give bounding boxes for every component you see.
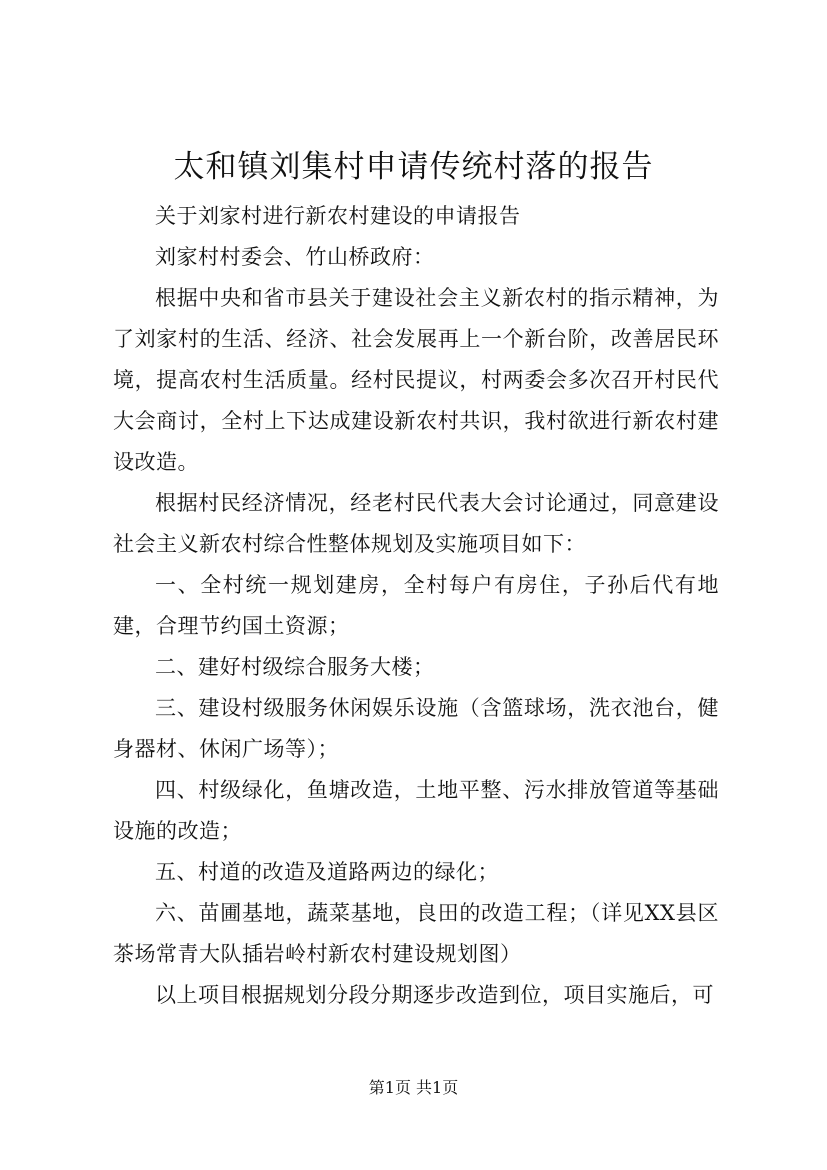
- paragraph-conclusion: 以上项目根据规划分段分期逐步改造到位，项目实施后，可: [155, 983, 714, 1007]
- page-number: 第1页 共1页: [368, 1078, 459, 1097]
- list-item-one: 一、全村统一规划建房，全村每户有房住，子孙后代有地建，合理节约国土资源；: [113, 573, 719, 638]
- list-item-four: 四、村级绿化，鱼塘改造，土地平整、污水排放管道等基础设施的改造；: [113, 778, 719, 843]
- paragraph-introduction: 根据中央和省市县关于建设社会主义新农村的指示精神，为了刘家村的生活、经济、社会发展再上一个新台阶，改善居民环境，提高农村生活质量。经村民提议，村两委会多次召开村民代大会商讨，全村上下达成建设新农村共识，我村欲进行新农村建设改造。: [113, 286, 719, 474]
- paragraph-approval: 根据村民经济情况，经老村民代表大会讨论通过，同意建设社会主义新农村综合性整体规划及实施项目如下：: [113, 491, 719, 556]
- list-item-six: 六、苗圃基地，蔬菜基地，良田的改造工程；（详见XX县区茶场常青大队插岩岭村新农村建设规划图）: [113, 901, 719, 966]
- list-item-five: 五、村道的改造及道路两边的绿化；: [155, 860, 499, 884]
- list-item-three: 三、建设村级服务休闲娱乐设施（含篮球场，洗衣池台，健身器材、休闲广场等）；: [113, 696, 719, 761]
- list-item-two: 二、建好村级综合服务大楼；: [155, 655, 435, 679]
- document-body: [113, 196, 719, 1016]
- paragraph-addressee: 刘家村村委会、竹山桥政府：: [155, 245, 435, 269]
- paragraph-subject: 关于刘家村进行新农村建设的申请报告: [155, 204, 521, 228]
- document-title: 太和镇刘集村申请传统村落的报告: [173, 149, 654, 185]
